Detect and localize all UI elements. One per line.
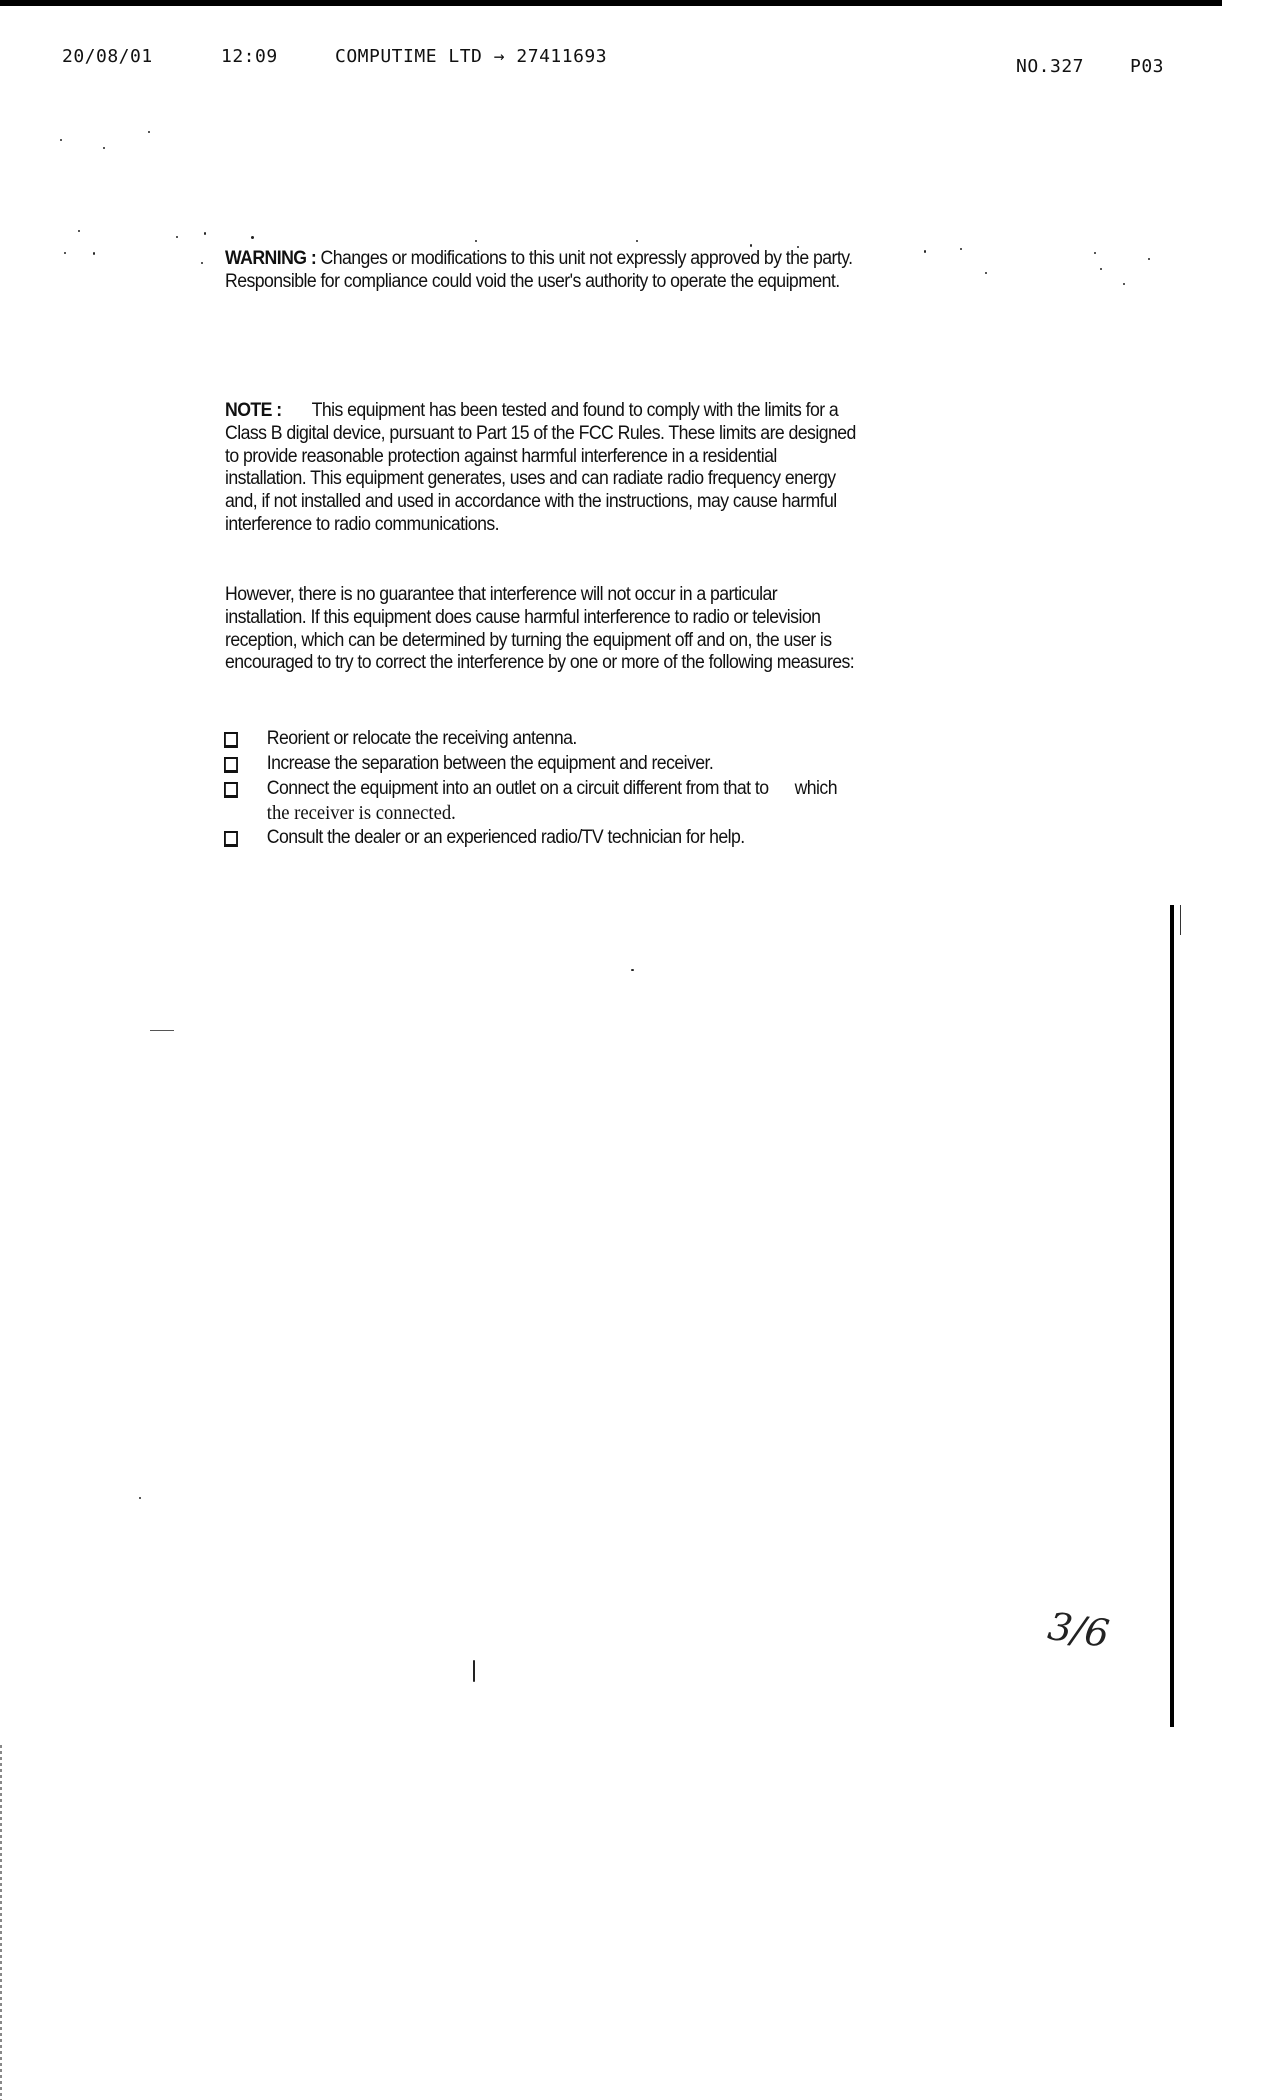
list-item <box>224 827 894 850</box>
handwritten-page-mark: 3/6 <box>1045 1603 1112 1657</box>
fax-header-number: NO.327 <box>1016 56 1085 77</box>
fax-header-time: 12:09 <box>221 46 278 67</box>
scan-speck <box>60 139 62 141</box>
warning-text: Changes or modifications to this unit not expressly approved by the party. Responsible for compliance could void the user's authority to operate the equipment. <box>225 248 853 292</box>
measure-text: Increase the separation between the equipment and receiver. <box>266 752 714 774</box>
scan-speck <box>1123 283 1125 285</box>
scan-speck <box>985 272 987 274</box>
fax-header-sender: COMPUTIME LTD → 27411693 <box>335 46 608 67</box>
scan-speck <box>1100 268 1102 270</box>
scan-speck <box>1148 258 1150 260</box>
note-text: This equipment has been tested and found to comply with the limits for a Class B digital device, pursuant to Part 15 of the FCC Rules. These limits are designed to provide reasonable protection against harmful interference in a residential installation. This equipment generates, uses and can radiate radio frequency energy and, if not installed and used in accordance with the instructions, may cause harmful interference to radio communications. <box>225 400 856 535</box>
checkbox-bullet-icon <box>224 831 238 847</box>
warning-paragraph <box>225 248 895 294</box>
note-label: NOTE : <box>225 400 282 421</box>
scan-speck <box>924 250 926 253</box>
scan-speck <box>103 147 105 149</box>
list-item <box>224 728 894 751</box>
scan-edge-tick <box>1180 905 1181 935</box>
measure-continuation: the receiver is connected. <box>266 802 456 825</box>
fax-header-date: 20/08/01 <box>62 46 153 67</box>
scan-dash <box>150 1030 174 1031</box>
scan-speck <box>78 230 80 232</box>
scan-speck <box>64 252 66 254</box>
measures-list <box>224 728 894 852</box>
however-text: However, there is no guarantee that interference will not occur in a particular installation. If this equipment does cause harmful interference to radio or television reception, which can be determined by turning the equipment off and on, the user is encouraged to try to correct the interference by one or more of the following measures: <box>225 584 855 674</box>
scan-speck <box>176 236 178 238</box>
note-paragraph <box>225 400 857 537</box>
warning-label: WARNING : <box>225 248 317 269</box>
fax-top-rule <box>0 0 1222 6</box>
scan-edge-bar <box>1170 905 1174 1727</box>
scan-speck <box>1094 252 1096 254</box>
scan-speck <box>201 262 203 264</box>
list-item <box>224 753 894 776</box>
scan-speck <box>750 244 752 247</box>
scan-speck <box>960 248 962 250</box>
scan-speck <box>139 1497 141 1499</box>
scan-speck <box>251 236 254 239</box>
scan-left-edge <box>0 1745 2 2100</box>
measure-text: Consult the dealer or an experienced radio/TV technician for help. <box>266 827 745 849</box>
scan-speck <box>473 1660 475 1682</box>
list-item <box>224 778 894 826</box>
checkbox-bullet-icon <box>224 782 238 798</box>
scan-speck <box>148 131 150 133</box>
scan-speck <box>636 240 638 242</box>
scan-speck <box>797 246 799 248</box>
measure-text: Connect the equipment into an outlet on a circuit different from that to which <box>266 777 837 799</box>
fax-header-page: P03 <box>1130 56 1165 77</box>
however-paragraph <box>225 584 857 675</box>
measure-text: Reorient or relocate the receiving antenna. <box>266 728 577 749</box>
scan-speck <box>93 252 95 255</box>
checkbox-bullet-icon <box>224 732 238 748</box>
scan-speck <box>631 969 634 971</box>
scan-speck <box>204 232 206 235</box>
scan-speck <box>475 240 477 242</box>
checkbox-bullet-icon <box>224 757 238 773</box>
